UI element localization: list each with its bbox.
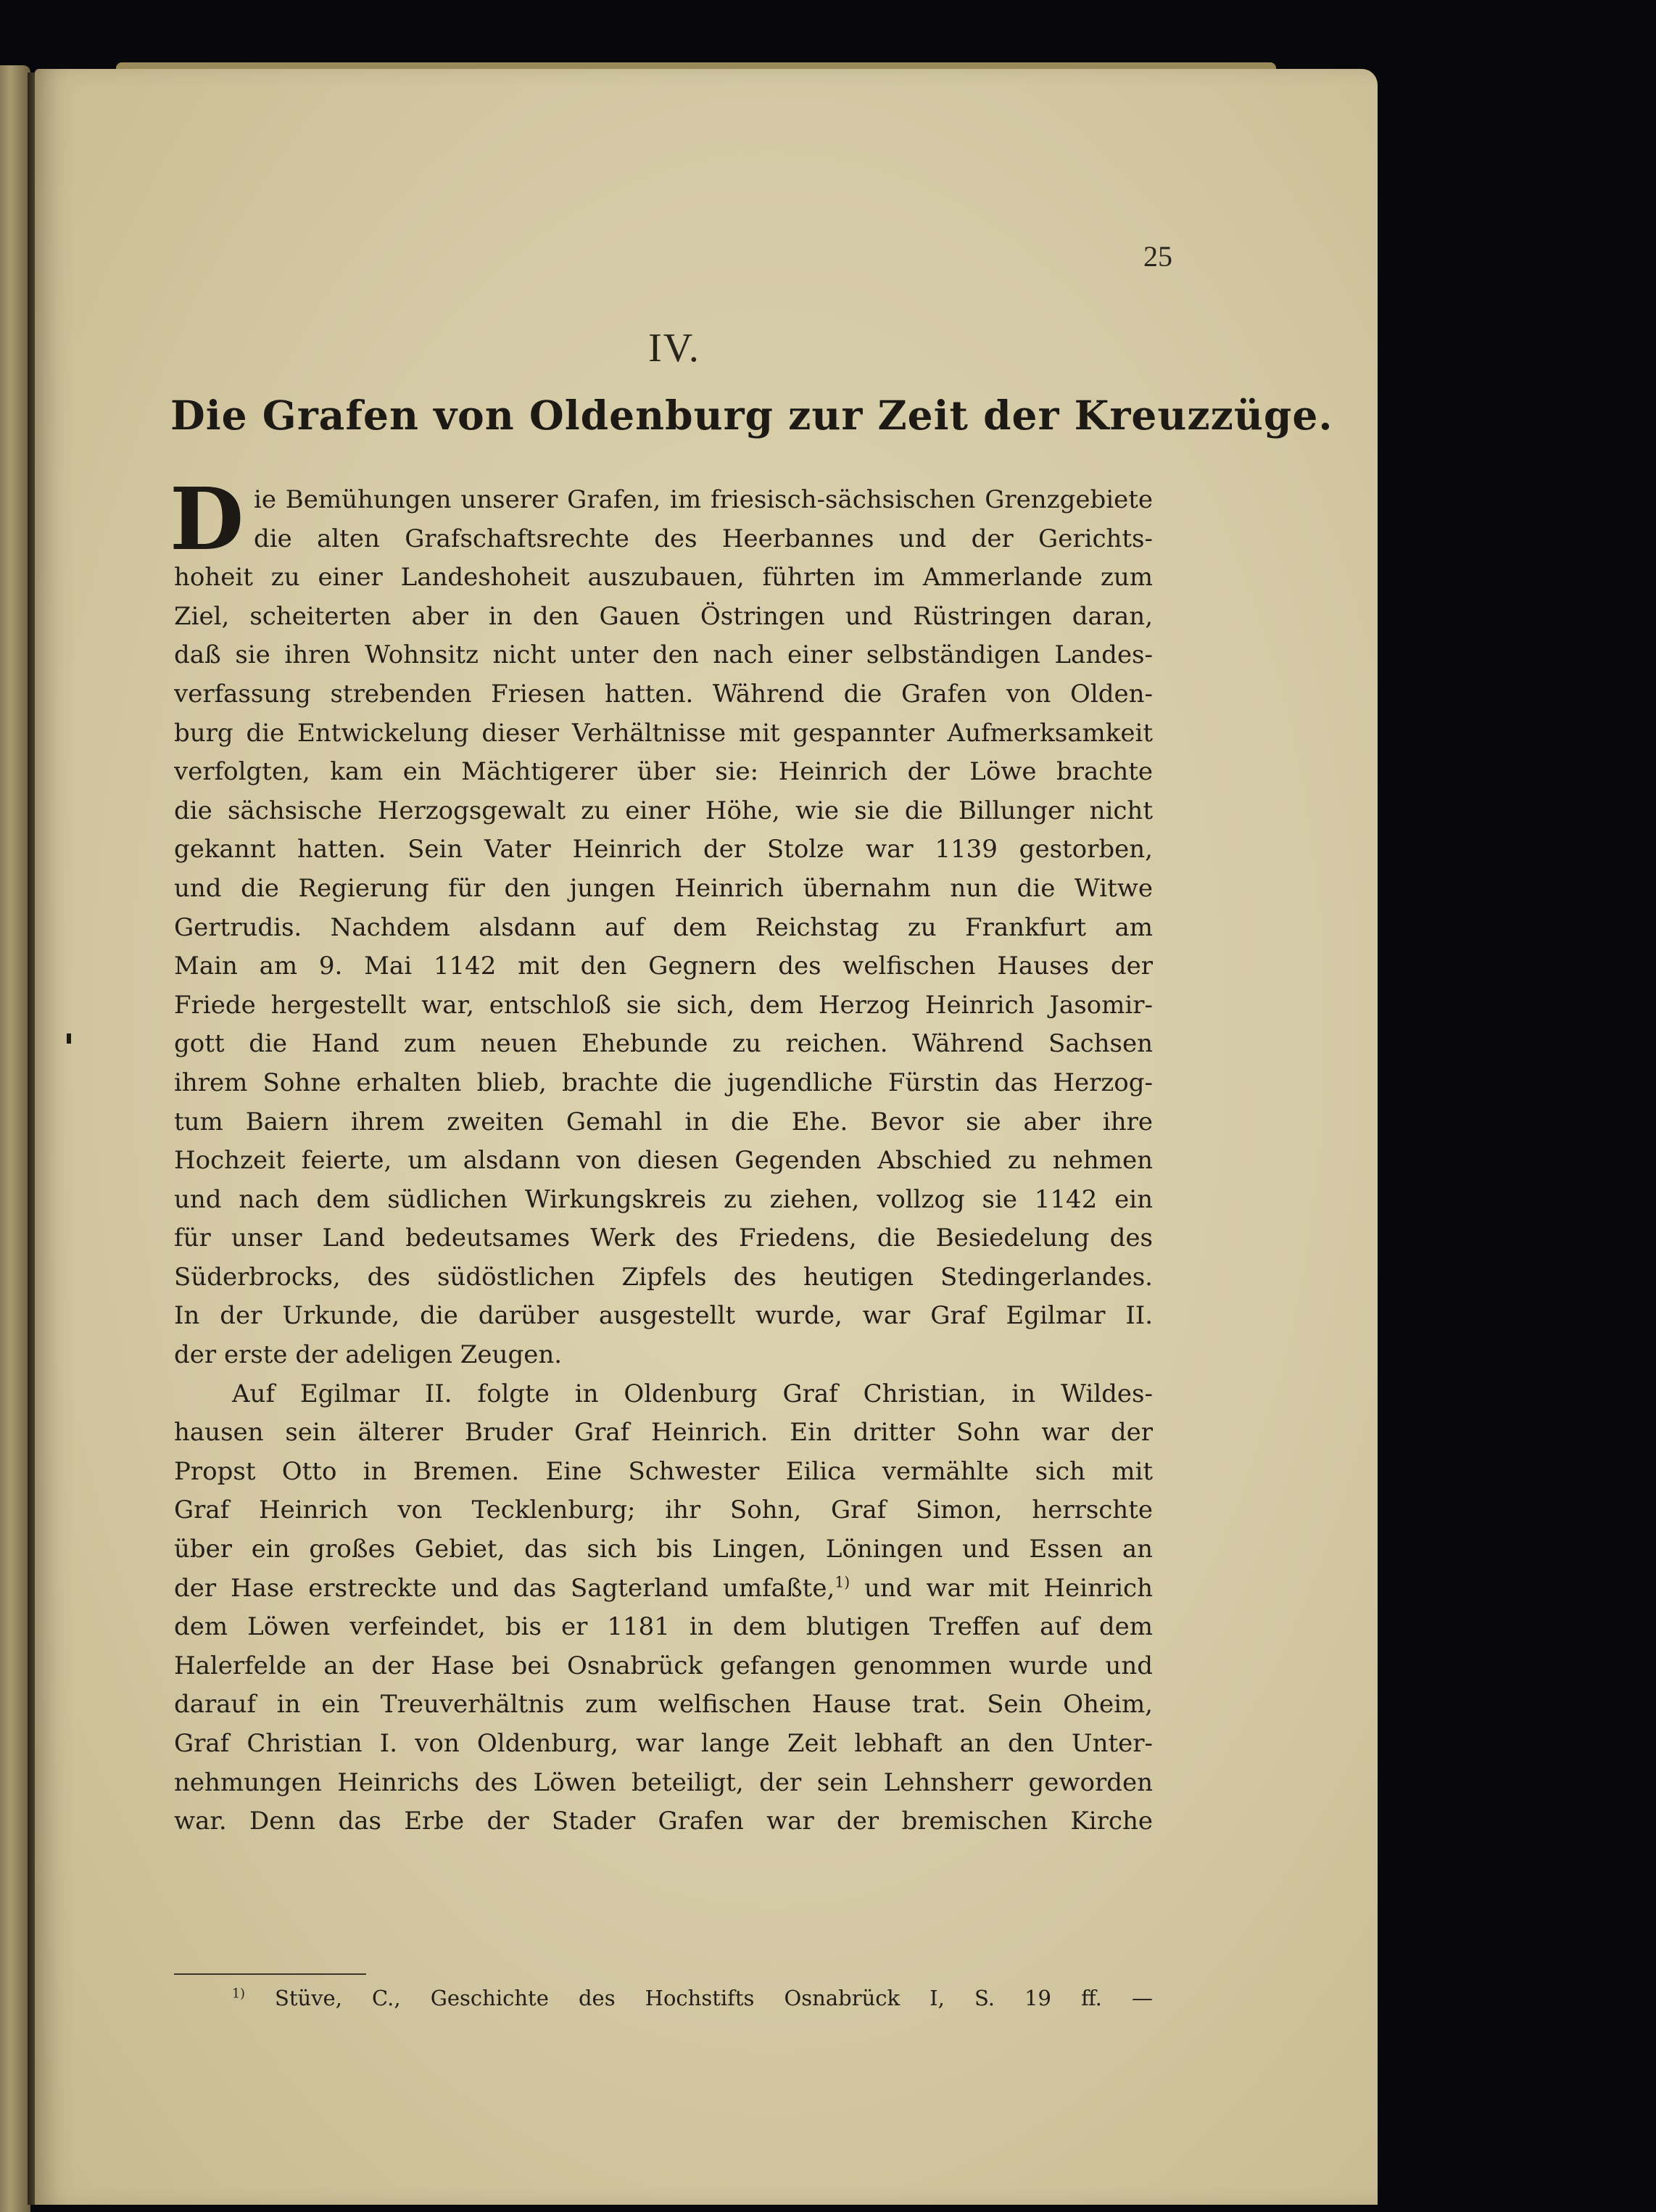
footnote-text: Stüve, C., Geschichte des Hochstifts Osnabrück I, S. 19 ff. —	[274, 1986, 1153, 2010]
text-line: daß sie ihren Wohnsitz nicht unter den nach einer selbständigen Landes-	[174, 640, 1153, 670]
margin-mark	[67, 1033, 71, 1044]
text-line: gott die Hand zum neuen Ehebunde zu reichen. Während Sachsen	[174, 1029, 1153, 1059]
text-line: hoheit zu einer Landeshoheit auszubauen, führten im Ammerlande zum	[174, 563, 1153, 593]
text-line: dem Löwen verfeindet, bis er 1181 in dem blutigen Treffen auf dem	[174, 1612, 1153, 1642]
text-line: Graf Christian I. von Oldenburg, war lange Zeit lebhaft an den Unter-	[174, 1729, 1153, 1758]
text-line: tum Baiern ihrem zweiten Gemahl in die Ehe. Bevor sie aber ihre	[174, 1107, 1153, 1136]
page-number: 25	[1143, 240, 1172, 273]
text-line: die sächsische Herzogsgewalt zu einer Höhe, wie sie die Billunger nicht	[174, 796, 1153, 825]
text-line: ihrem Sohne erhalten blieb, brachte die jugendliche Fürstin das Herzog-	[174, 1068, 1153, 1097]
footnote-rule	[174, 1973, 366, 1975]
text-line: und nach dem südlichen Wirkungskreis zu ziehen, vollzog sie 1142 ein	[174, 1184, 1153, 1214]
text-line: nehmungen Heinrichs des Löwen beteiligt, der sein Lehnsherr geworden	[174, 1767, 1153, 1797]
text-line: verfolgten, kam ein Mächtigerer über sie: Heinrich der Löwe brachte	[174, 757, 1153, 787]
text-line: Halerfelde an der Hase bei Osnabrück gefangen genommen wurde und	[174, 1651, 1153, 1680]
text-line: für unser Land bedeutsames Werk des Friedens, die Besiedelung des	[174, 1223, 1153, 1253]
text-line: In der Urkunde, die darüber ausgestellt wurde, war Graf Egilmar II.	[174, 1301, 1153, 1331]
text-line: Graf Heinrich von Tecklenburg; ihr Sohn, Graf Simon, herrschte	[174, 1495, 1153, 1525]
text-line: Hochzeit feierte, um alsdann von diesen Gegenden Abschied zu nehmen	[174, 1146, 1153, 1176]
text-segment: der Hase erstreckte und das Sagterland umfaßte,	[174, 1573, 835, 1603]
left-page-edge	[0, 65, 30, 2212]
text-line: verfassung strebenden Friesen hatten. Während die Grafen von Olden-	[174, 679, 1153, 709]
text-line: Gertrudis. Nachdem alsdann auf dem Reichstag zu Frankfurt am	[174, 912, 1153, 942]
chapter-title: Die Grafen von Oldenburg zur Zeit der Kreuzzüge.	[170, 392, 1333, 439]
text-line: über ein großes Gebiet, das sich bis Lingen, Löningen und Essen an	[174, 1535, 1153, 1564]
footnote	[232, 1986, 1153, 2010]
text-line: war. Denn das Erbe der Stader Grafen war der bremischen Kirche	[174, 1807, 1153, 1836]
text-line-with-footnote	[174, 1569, 1153, 1609]
footnote-reference: 1)	[835, 1573, 850, 1591]
text-line: ie Bemühungen unserer Grafen, im friesisch-sächsischen Grenzgebiete	[254, 485, 1153, 514]
text-line: hausen sein älterer Bruder Graf Heinrich. Ein dritter Sohn war der	[174, 1418, 1153, 1448]
text-line: der erste der adeligen Zeugen.	[174, 1340, 563, 1370]
text-line: Propst Otto in Bremen. Eine Schwester Eilica vermählte sich mit	[174, 1456, 1153, 1486]
text-line: die alten Grafschaftsrechte des Heerbannes und der Gerichts-	[254, 524, 1153, 553]
text-line: Main am 9. Mai 1142 mit den Gegnern des welfischen Hauses der	[174, 952, 1153, 981]
text-line: Auf Egilmar II. folgte in Oldenburg Graf Christian, in Wildes-	[232, 1379, 1153, 1408]
footnote-marker: 1)	[232, 1986, 245, 2002]
text-line: darauf in ein Treuverhältnis zum welfischen Hause trat. Sein Oheim,	[174, 1690, 1153, 1720]
text-line: und die Regierung für den jungen Heinrich übernahm nun die Witwe	[174, 873, 1153, 903]
text-line: Friede hergestellt war, entschloß sie sich, dem Herzog Heinrich Jasomir-	[174, 990, 1153, 1020]
text-line: gekannt hatten. Sein Vater Heinrich der Stolze war 1139 gestorben,	[174, 835, 1153, 864]
text-line: burg die Entwickelung dieser Verhältnisse mit gespannter Aufmerksamkeit	[174, 718, 1153, 748]
drop-cap: D	[170, 469, 244, 569]
text-line: Ziel, scheiterten aber in den Gauen Östringen und Rüstringen daran,	[174, 601, 1153, 631]
chapter-number: IV.	[648, 326, 700, 371]
body-text	[170, 469, 1153, 1841]
text-line: Süderbrocks, des südöstlichen Zipfels des heutigen Stedingerlandes.	[174, 1262, 1153, 1292]
text-segment: und war mit Heinrich	[850, 1573, 1153, 1603]
